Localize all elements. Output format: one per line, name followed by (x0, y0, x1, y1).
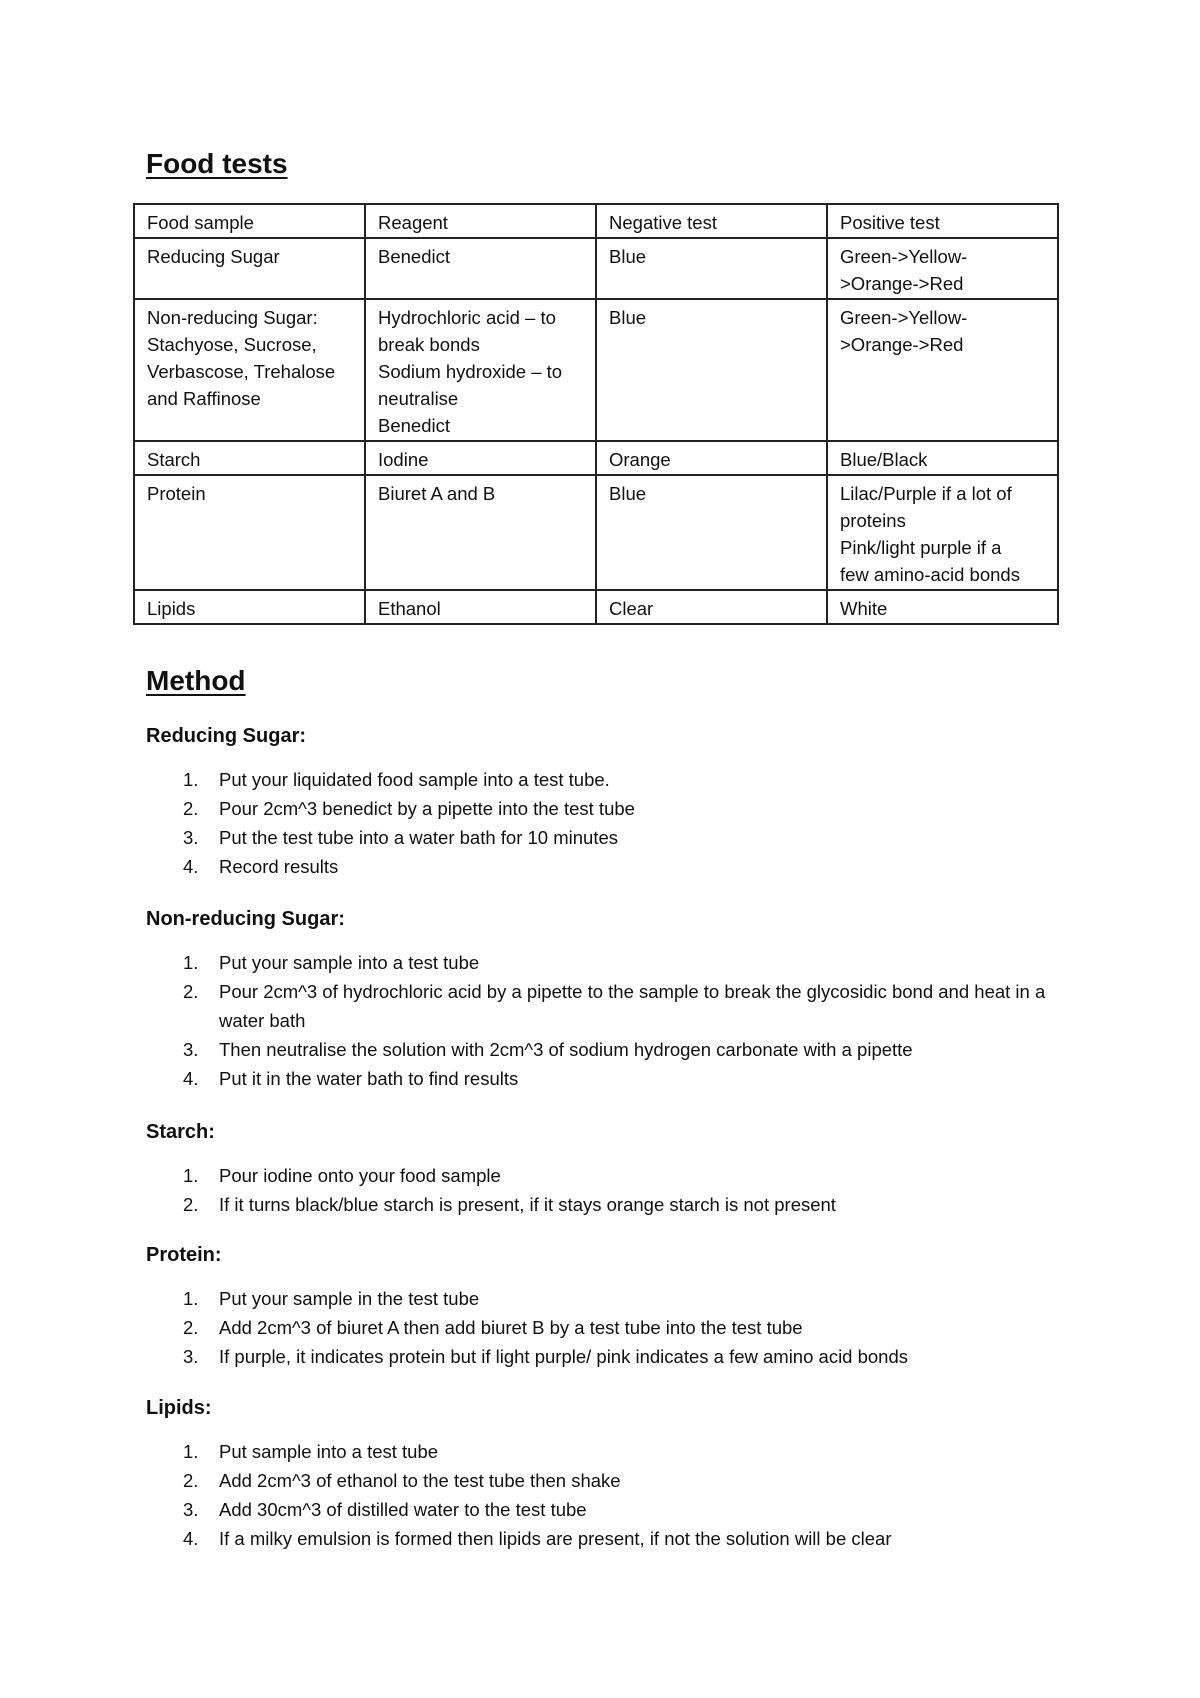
table-row (134, 238, 1058, 299)
table-cell: Blue (596, 475, 827, 590)
step-number: 3. (183, 827, 199, 848)
step-number: 3. (183, 1499, 199, 1520)
step-number: 1. (183, 1165, 199, 1186)
step-text: Pour iodine onto your food sample (219, 1165, 501, 1186)
list-item (183, 1064, 1086, 1093)
steps-list (146, 1161, 1086, 1219)
steps-list (146, 1284, 1086, 1371)
list-item (183, 977, 1086, 1035)
step-number: 3. (183, 1346, 199, 1367)
step-number: 1. (183, 952, 199, 973)
list-item (183, 765, 1086, 794)
section-lipids (146, 1395, 1086, 1553)
step-text: Pour 2cm^3 of hydrochloric acid by a pipette to the sample to break the glycosidic bond and heat in a water bath (219, 981, 1046, 1031)
step-text: If it turns black/blue starch is present, if it stays orange starch is not present (219, 1194, 836, 1215)
table-cell: Lilac/Purple if a lot of proteins Pink/light purple if a few amino-acid bonds (827, 475, 1058, 590)
table-cell: Ethanol (365, 590, 596, 624)
section-protein (146, 1242, 1086, 1371)
table-row (134, 475, 1058, 590)
table-cell: Benedict (365, 238, 596, 299)
table-cell: Blue (596, 299, 827, 441)
table-cell: Reducing Sugar (134, 238, 365, 299)
list-item (183, 823, 1086, 852)
list-item (183, 1342, 1086, 1371)
step-number: 1. (183, 769, 199, 790)
food-tests-table (133, 203, 1059, 625)
table-header-row (134, 204, 1058, 238)
list-item (183, 1284, 1086, 1313)
section-heading: Non-reducing Sugar: (146, 908, 345, 930)
steps-list (146, 948, 1086, 1093)
step-text: Add 2cm^3 of ethanol to the test tube then shake (219, 1470, 621, 1491)
step-number: 1. (183, 1288, 199, 1309)
table-cell: Lipids (134, 590, 365, 624)
list-item (183, 948, 1086, 977)
step-text: Put your sample into a test tube (219, 952, 480, 973)
step-text: Put sample into a test tube (219, 1441, 439, 1462)
step-text: Put your liquidated food sample into a test tube. (219, 769, 610, 790)
table-cell: Clear (596, 590, 827, 624)
steps-list (146, 765, 1086, 881)
list-item (183, 1466, 1086, 1495)
table-cell: Green->Yellow- >Orange->Red (827, 299, 1058, 441)
step-number: 1. (183, 1441, 199, 1462)
table-header-cell: Reagent (365, 204, 596, 238)
step-text: Put the test tube into a water bath for 10 minutes (219, 827, 619, 848)
table-cell: Non-reducing Sugar: Stachyose, Sucrose, Verbascose, Trehalose and Raffinose (134, 299, 365, 441)
method-title: Method (146, 665, 246, 696)
table-row (134, 441, 1058, 475)
section-heading: Lipids: (146, 1397, 212, 1419)
step-text: If purple, it indicates protein but if light purple/ pink indicates a few amino acid bonds (219, 1346, 909, 1367)
table-header-cell: Negative test (596, 204, 827, 238)
step-number: 4. (183, 1528, 199, 1549)
table-row (134, 299, 1058, 441)
table-cell: Blue (596, 238, 827, 299)
step-number: 4. (183, 1068, 199, 1089)
list-item (183, 852, 1086, 881)
list-item (183, 794, 1086, 823)
step-text: Add 2cm^3 of biuret A then add biuret B by a test tube into the test tube (219, 1317, 803, 1338)
table-cell: Biuret A and B (365, 475, 596, 590)
step-text: Then neutralise the solution with 2cm^3 of sodium hydrogen carbonate with a pipette (219, 1039, 913, 1060)
step-number: 2. (183, 798, 199, 819)
section-heading: Reducing Sugar: (146, 725, 307, 747)
step-text: Put your sample in the test tube (219, 1288, 480, 1309)
table-cell: Green->Yellow- >Orange->Red (827, 238, 1058, 299)
list-item (183, 1161, 1086, 1190)
list-item (183, 1313, 1086, 1342)
step-text: Pour 2cm^3 benedict by a pipette into the test tube (219, 798, 635, 819)
section-heading: Protein: (146, 1244, 222, 1266)
section-reducing-sugar (146, 723, 1086, 881)
list-item (183, 1524, 1086, 1553)
step-number: 2. (183, 1470, 199, 1491)
step-number: 2. (183, 981, 199, 1002)
table-cell: Protein (134, 475, 365, 590)
page-title: Food tests (146, 148, 288, 179)
step-text: Put it in the water bath to find results (219, 1068, 519, 1089)
section-heading: Starch: (146, 1121, 215, 1143)
table-cell: Starch (134, 441, 365, 475)
table-cell: Blue/Black (827, 441, 1058, 475)
list-item (183, 1495, 1086, 1524)
table-cell: Iodine (365, 441, 596, 475)
step-text: Record results (219, 856, 339, 877)
step-number: 2. (183, 1317, 199, 1338)
table-row (134, 590, 1058, 624)
list-item (183, 1190, 1086, 1219)
table-cell: Hydrochloric acid – to break bonds Sodium hydroxide – to neutralise Benedict (365, 299, 596, 441)
step-number: 3. (183, 1039, 199, 1060)
steps-list (146, 1437, 1086, 1553)
list-item (183, 1437, 1086, 1466)
step-number: 2. (183, 1194, 199, 1215)
table-header-cell: Food sample (134, 204, 365, 238)
table-cell: White (827, 590, 1058, 624)
list-item (183, 1035, 1086, 1064)
step-number: 4. (183, 856, 199, 877)
step-text: Add 30cm^3 of distilled water to the test tube (219, 1499, 587, 1520)
step-text: If a milky emulsion is formed then lipids are present, if not the solution will be clear (219, 1528, 892, 1549)
section-non-reducing-sugar (146, 906, 1086, 1093)
table-header-cell: Positive test (827, 204, 1058, 238)
section-starch (146, 1119, 1086, 1219)
table-cell: Orange (596, 441, 827, 475)
